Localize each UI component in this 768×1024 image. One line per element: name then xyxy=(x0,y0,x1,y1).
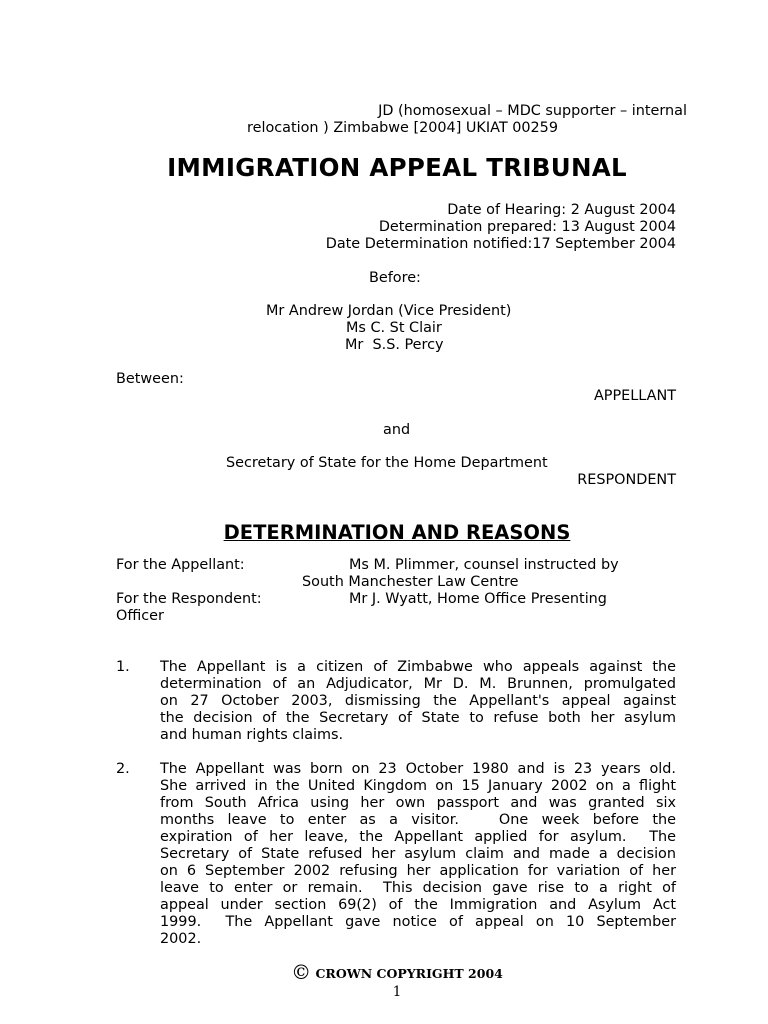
paragraph-line: and human rights claims. xyxy=(160,727,344,743)
paragraph-1 xyxy=(160,659,676,744)
citation-line-1: JD (homosexual – MDC supporter – internal xyxy=(378,103,687,119)
page-title: IMMIGRATION APPEAL TRIBUNAL xyxy=(167,153,627,182)
respondent-rep-cont: Officer xyxy=(116,608,164,624)
appellant-rep: Ms M. Plimmer, counsel instructed by xyxy=(349,557,619,573)
determination-heading: DETERMINATION AND REASONS xyxy=(223,521,571,544)
paragraph-2 xyxy=(160,761,676,948)
date-notified: Date Determination notified:17 September 2004 xyxy=(325,236,676,252)
paragraph-line: Secretary of State refused her asylum claim and made a decision xyxy=(160,846,676,862)
between-label: Between: xyxy=(116,371,184,387)
paragraph-line: from South Africa using her own passport and was granted six xyxy=(160,795,676,811)
respondent-rep-label: For the Respondent: xyxy=(116,591,262,607)
paragraph-line: appeal under section 69(2) of the Immigration and Asylum Act xyxy=(160,897,676,913)
copyright-text: CROWN COPYRIGHT 2004 xyxy=(315,966,503,981)
copyright-icon: © xyxy=(291,960,312,984)
paragraph-line: on 6 September 2002 refusing her application for variation of her xyxy=(160,863,676,879)
and-label: and xyxy=(383,422,411,438)
respondent-label: RESPONDENT xyxy=(577,472,676,488)
respondent-rep: Mr J. Wyatt, Home Office Presenting xyxy=(349,591,607,607)
copyright-footer xyxy=(0,960,768,984)
page-number: 1 xyxy=(392,984,402,1000)
appellant-label: APPELLANT xyxy=(593,388,676,404)
paragraph-line: The Appellant is a citizen of Zimbabwe who appeals against the xyxy=(160,659,676,675)
paragraph-line: leave to enter or remain. This decision gave rise to a right of xyxy=(160,880,676,896)
paragraph-line: 2002. xyxy=(160,931,202,947)
date-of-hearing: Date of Hearing: 2 August 2004 xyxy=(447,202,676,218)
tribunal-member: Mr Andrew Jordan (Vice President) xyxy=(266,303,512,319)
paragraph-line: the decision of the Secretary of State to refuse both her asylum xyxy=(160,710,676,726)
date-prepared: Determination prepared: 13 August 2004 xyxy=(378,219,676,235)
tribunal-member: Ms C. St Clair xyxy=(346,320,442,336)
citation-line-2: relocation ) Zimbabwe [2004] UKIAT 00259 xyxy=(247,120,558,136)
paragraph-number: 2. xyxy=(116,761,130,777)
paragraph-line: months leave to enter as a visitor. One week before the xyxy=(160,812,676,828)
before-label: Before: xyxy=(369,270,421,286)
respondent-name: Secretary of State for the Home Department xyxy=(226,455,548,471)
paragraph-line: expiration of her leave, the Appellant applied for asylum. The xyxy=(160,829,676,845)
tribunal-member: Mr S.S. Percy xyxy=(345,337,444,353)
appellant-rep-label: For the Appellant: xyxy=(116,557,245,573)
paragraph-line: The Appellant was born on 23 October 1980 and is 23 years old. xyxy=(160,761,676,777)
paragraph-line: 1999. The Appellant gave notice of appeal on 10 September xyxy=(160,914,676,930)
paragraph-number: 1. xyxy=(116,659,130,675)
paragraph-line: She arrived in the United Kingdom on 15 January 2002 on a flight xyxy=(160,778,676,794)
paragraph-line: determination of an Adjudicator, Mr D. M. Brunnen, promulgated xyxy=(160,676,676,692)
appellant-rep-firm: South Manchester Law Centre xyxy=(302,574,519,590)
paragraph-line: on 27 October 2003, dismissing the Appellant's appeal against xyxy=(160,693,676,709)
